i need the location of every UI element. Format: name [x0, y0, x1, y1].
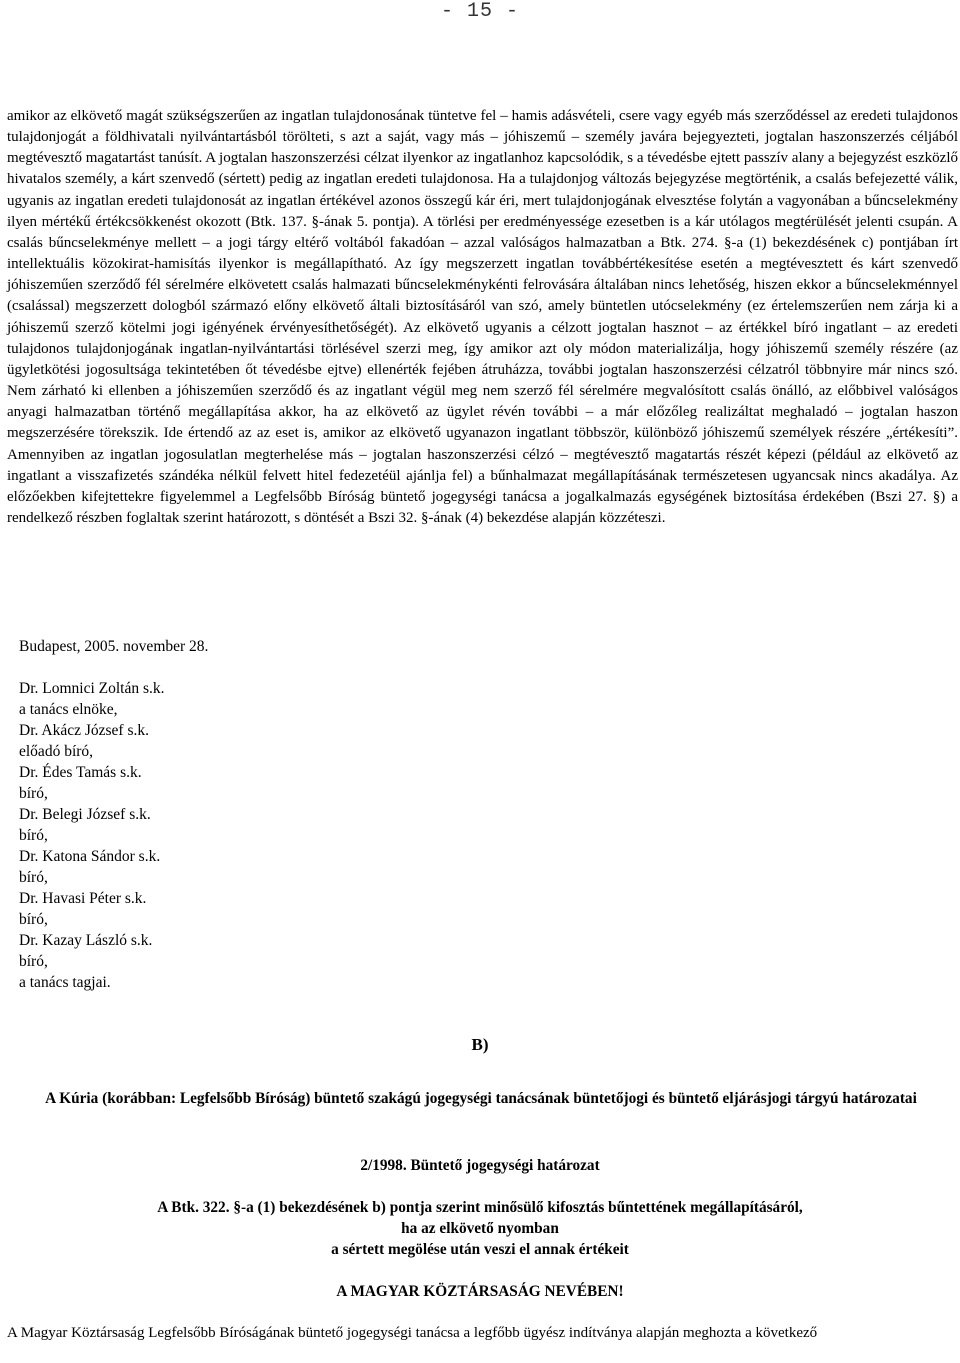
signature-line: Dr. Édes Tamás s.k. — [19, 764, 142, 781]
signature-date: Budapest, 2005. november 28. — [19, 638, 209, 655]
signature-line: a tanács tagjai. — [19, 974, 111, 991]
signature-line: Dr. Havasi Péter s.k. — [19, 890, 147, 907]
closing-paragraph: A Magyar Köztársaság Legfelsőbb Bíróságának büntető jogegységi tanácsa a legfőbb ügyész indítványa alapján meghozta a következő — [7, 1325, 818, 1341]
signature-block — [19, 636, 208, 993]
subject-line: ha az elkövető nyomban — [401, 1220, 559, 1237]
signature-line: bíró, — [19, 827, 48, 844]
section-heading: B) — [471, 1035, 489, 1054]
body-paragraph: amikor az elkövető magát szükségszerűen az ingatlan tulajdonosának tüntetve fel – hamis adásvételi, csere vagy egyéb más szerződéssel az eredeti tulajdonos tulajdonjogát a földhivatali nyilvántartásból törölteti, s azt a saját, vagy más – jóhiszemű – személy javára bejegyezteti, jogtalan haszonszerzés céljából megtévesztő magatartást tanúsít. A jogtalan haszonszerzési célzat ilyenkor az ingatlanhoz kapcsolódik, s a tévedésbe ejtett passzív alany a bejegyzést eszközlő hivatalos személy, a kárt szenvedő (sértett) pedig az ingatlan eredeti tulajdonosa. Ha a tulajdonjog változás bejegyzése megtörténik, a csalás befejezetté válik, ugyanis az ingatlan eredeti tulajdonosát az ingatlan értékével azonos összegű kár éri, mert tulajdonjogának elvesztése folytán a vagyonában a bűncselekmény ilyen mértékű értékcsökkenést okozott (Btk. 137. §-ának 5. pontja). A törlési per eredményessége ezesetben is a kár utólagos megtérülését jelenti csupán. A csalás bűncselekménye mellett – a jogi tárgy eltérő voltából fakadóan – azzal valóságos halmazatban a Btk. 274. §-a (1) bekezdésének c) pontjában írt intellektuális közokirat-hamisítás ilyenkor is megállapítható. Az így megszerzett ingatlan továbbértékesítése esetén a megtévesztett és kárt szenvedő jóhiszeműen szerződő fél sérelmére elkövetett csalás halmazati bűncselekménykénti felrovására általában nincs lehetőség, hiszen ekkor a bűncselekménnyel (csalással) megszerzett dologból származó előny elkövető általi biztosításáról van szó, amely büntetlen utócselekmény (ez értelemszerűen nem zárja ki a jóhiszemű szerző kötelmi jogi igényének érvényesíthetőségét). Az elkövető ugyanis a célzott jogtalan hasznot – az értékkel bíró ingatlant – az eredeti tulajdonos tulajdonjogának ingatlan-nyilvántartási törlésével szerzi meg, így amikor azt oly módon materializálja, hogy jóhiszemű személy részére (az ügyletkötési jogosultsága tekintetében őt tévedésbe ejtve) ellenérték fejében átruházza, további jogtalan haszonszerzési célzatról többnyire már nincs szó. Nem zárható ki ellenben a jóhiszeműen szerződő és az ingatlant végül meg nem szerző fél sérelmére megvalósított csalás önálló, az előbbivel valóságos anyagi halmazatban történő megállapítása akkor, ha az elkövető az ügylet révén további – a már előzőleg realizáltat meghaladó – jogtalan haszon megszerzésére törekszik. Ide értendő az az eset is, amikor az elkövető ugyanazon ingatlant többször, különböző jóhiszemű személyek részére „értékesíti”. Amennyiben az ingatlan jogosulatlan megterhelése más – jogtalan haszonszerzési célzó – megtévesztő magatartás részét képezi (például az elkövető az ingatlant a visszafizetés szándéka nélkül felvett hitel fedezetéül ajánlja fel) a bűnhalmazat megállapításának természetesen ugyancsak nincs akadálya. Az előzőekben kifejtettekre figyelemmel a Legfelsőbb Bíróság büntető jogegységi tanácsa a jogalkalmazás egységének biztosítása érdekében (Bszi 27. §) a rendelkező részben foglaltak szerint határozott, s döntését a Bszi 32. §-ának (4) bekezdése alapján közzéteszi. — [7, 108, 958, 526]
signature-line: Dr. Lomnici Zoltán s.k. — [19, 680, 165, 697]
signature-line: bíró, — [19, 869, 48, 886]
resolution-number: 2/1998. Büntető jogegységi határozat — [360, 1157, 600, 1174]
signature-line: bíró, — [19, 911, 48, 928]
signature-line: Dr. Belegi József s.k. — [19, 806, 151, 823]
page-number: - 15 - — [440, 0, 519, 23]
collection-heading: A Kúria (korábban: Legfelsőbb Bíróság) büntető szakágú jogegységi tanácsának büntetőjogi és büntető eljárásjogi tárgyú határozatai — [45, 1090, 917, 1107]
signature-line: bíró, — [19, 785, 48, 802]
signature-line: bíró, — [19, 953, 48, 970]
resolution-subject — [0, 1197, 960, 1260]
republic-heading: A MAGYAR KÖZTÁRSASÁG NEVÉBEN! — [336, 1283, 624, 1300]
subject-line: a sértett megölése után veszi el annak értékeit — [331, 1241, 629, 1258]
signature-line: Dr. Kazay László s.k. — [19, 932, 153, 949]
subject-line: A Btk. 322. §-a (1) bekezdésének b) pontja szerint minősülő kifosztás bűntettének megállapításáról, — [157, 1199, 803, 1216]
signature-line: Dr. Akácz József s.k. — [19, 722, 149, 739]
signature-line: előadó bíró, — [19, 743, 94, 760]
signature-line: Dr. Katona Sándor s.k. — [19, 848, 161, 865]
signature-line: a tanács elnöke, — [19, 701, 118, 718]
